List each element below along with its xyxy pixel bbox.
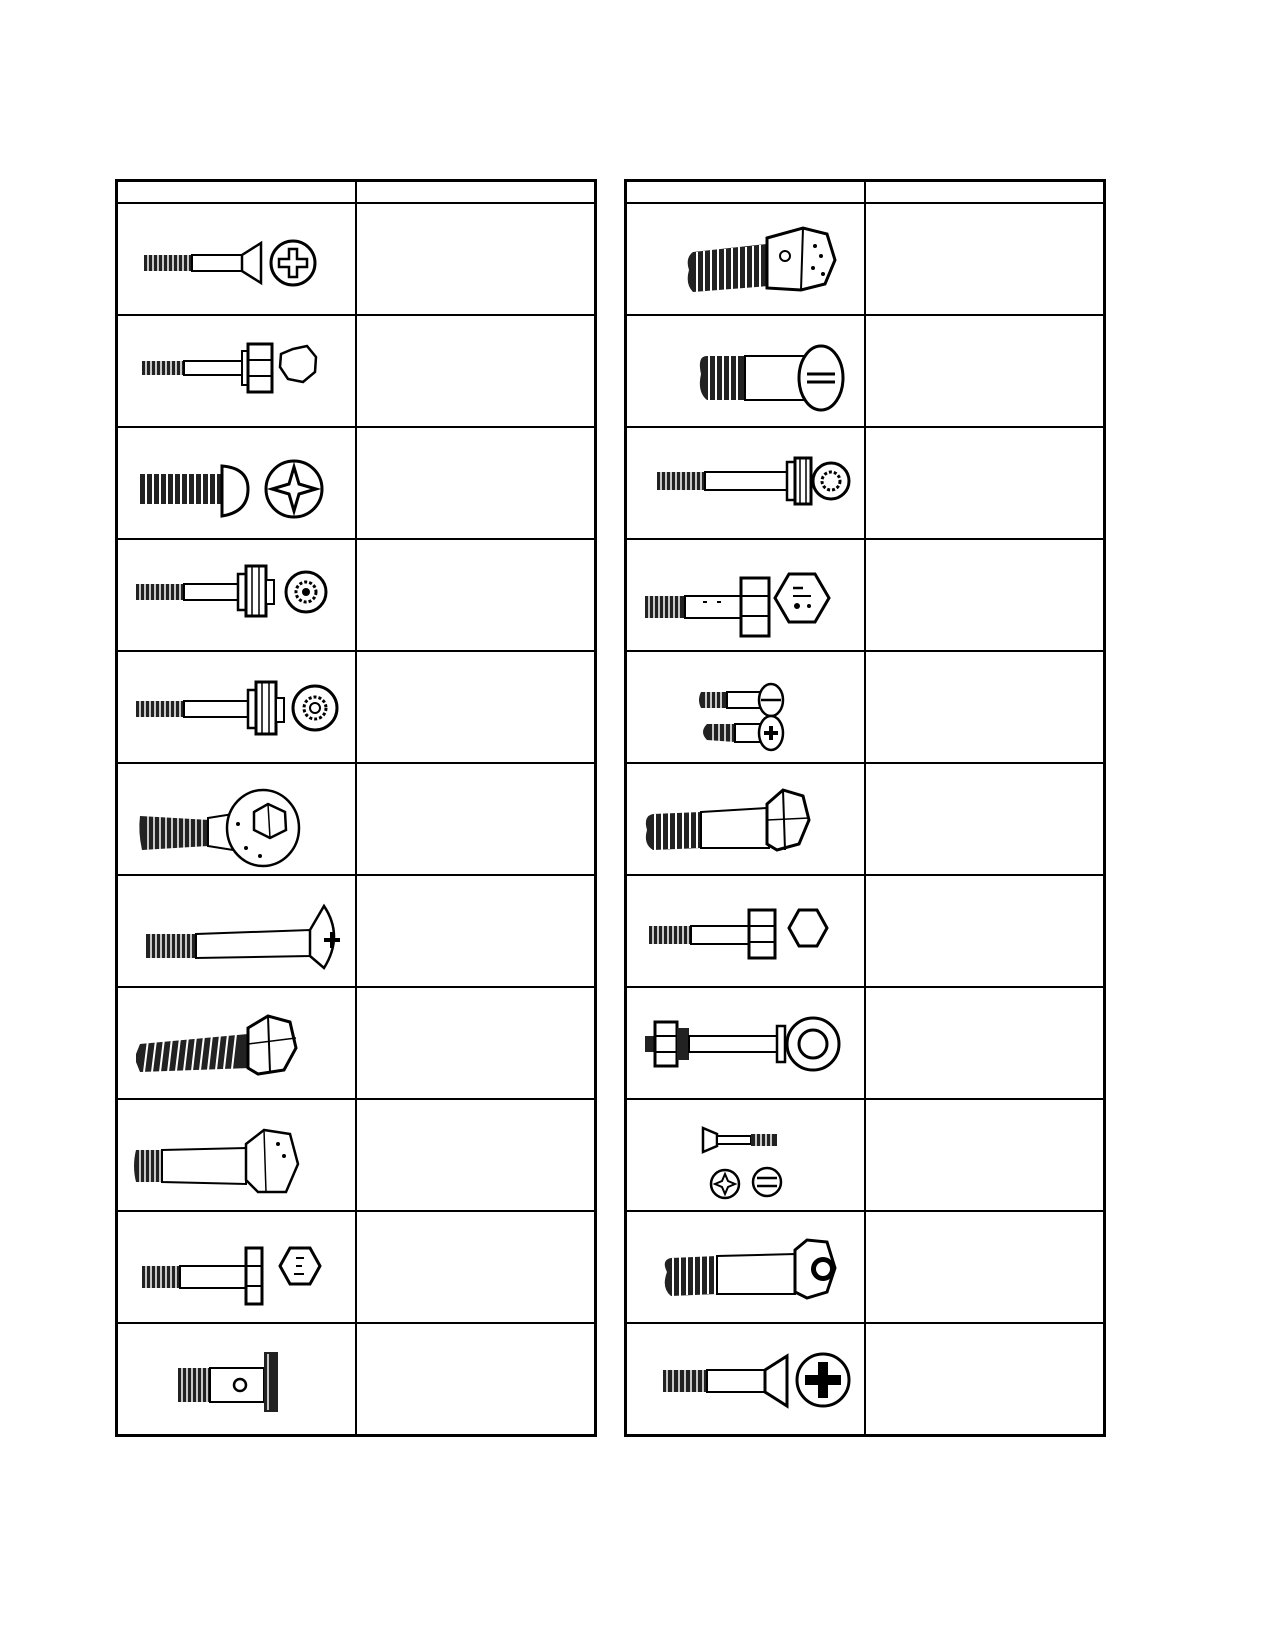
header-cell-answer — [356, 181, 596, 204]
answer-cell[interactable] — [865, 427, 1105, 539]
fastener-image-cell — [626, 539, 865, 651]
table-row — [117, 987, 596, 1099]
table-row — [626, 1099, 1105, 1211]
fastener-image-cell — [626, 875, 865, 987]
answer-cell[interactable] — [865, 651, 1105, 763]
answer-cell[interactable] — [356, 539, 596, 651]
answer-cell[interactable] — [865, 987, 1105, 1099]
table-row — [626, 651, 1105, 763]
flat-head-phillips-screw-icon — [118, 204, 357, 314]
fastener-image-cell — [626, 651, 865, 763]
fastener-image-cell — [117, 1211, 356, 1323]
fastener-image-cell — [626, 1211, 865, 1323]
header-cell-answer — [865, 181, 1105, 204]
fastener-image-cell — [117, 315, 356, 427]
drilled-shank-bolt-icon — [118, 1324, 357, 1434]
answer-cell[interactable] — [356, 987, 596, 1099]
slotted-round-head-bolt-icon — [627, 316, 866, 426]
answer-cell[interactable] — [356, 875, 596, 987]
fastener-image-cell — [117, 763, 356, 875]
countersunk-phillips-screw-icon — [627, 1324, 866, 1434]
answer-cell[interactable] — [865, 203, 1105, 315]
table-row — [626, 1323, 1105, 1436]
twelve-point-head-bolt-icon — [627, 428, 866, 538]
fastener-image-cell — [117, 539, 356, 651]
answer-cell[interactable] — [865, 539, 1105, 651]
table-row — [626, 539, 1105, 651]
answer-cell[interactable] — [356, 203, 596, 315]
table-row — [117, 1211, 596, 1323]
fastener-image-cell — [117, 1323, 356, 1436]
table-row — [117, 1099, 596, 1211]
answer-cell[interactable] — [865, 875, 1105, 987]
marked-hex-cap-screw-icon — [627, 540, 866, 650]
large-hex-bolt-icon — [118, 1100, 357, 1210]
fastener-image-cell — [117, 651, 356, 763]
table-row — [626, 987, 1105, 1099]
table-row — [117, 875, 596, 987]
eye-bolt-with-nut-icon — [627, 988, 866, 1098]
fastener-image-cell — [117, 1099, 356, 1211]
long-flat-head-screw-icon — [118, 876, 357, 986]
answer-cell[interactable] — [356, 651, 596, 763]
fastener-image-cell — [626, 203, 865, 315]
small-flat-head-screw-icon — [627, 1100, 866, 1210]
short-hex-bolt-icon — [627, 876, 866, 986]
header-cell-illustration — [117, 181, 356, 204]
answer-cell[interactable] — [356, 1099, 596, 1211]
answer-cell[interactable] — [356, 1211, 596, 1323]
table-row — [626, 875, 1105, 987]
answer-cell[interactable] — [356, 763, 596, 875]
answer-cell[interactable] — [356, 1323, 596, 1436]
truss-head-phillips-screw-icon — [118, 428, 357, 538]
table-row — [117, 539, 596, 651]
slotted-and-phillips-screws-icon — [627, 652, 866, 762]
fastener-table-right — [624, 179, 1106, 1437]
socket-head-cap-screw-icon — [118, 764, 357, 874]
hex-head-bolt-icon — [118, 316, 357, 426]
fastener-image-cell — [626, 763, 865, 875]
marked-hex-bolt-icon — [118, 1212, 357, 1322]
fastener-image-cell — [117, 203, 356, 315]
fastener-image-cell — [626, 1099, 865, 1211]
table-row — [117, 763, 596, 875]
table-row — [626, 763, 1105, 875]
twelve-point-flange-bolt-long-icon — [118, 652, 357, 762]
table-row — [117, 315, 596, 427]
fastener-image-cell — [117, 987, 356, 1099]
table-header-row — [626, 181, 1105, 204]
hex-bolt-with-recess-icon — [627, 1212, 866, 1322]
table-row — [117, 651, 596, 763]
answer-cell[interactable] — [865, 763, 1105, 875]
heavy-hex-bolt-icon — [627, 764, 866, 874]
table-row — [626, 1211, 1105, 1323]
fastener-table-left — [115, 179, 597, 1437]
answer-cell[interactable] — [865, 1099, 1105, 1211]
answer-cell[interactable] — [865, 315, 1105, 427]
table-row — [117, 203, 596, 315]
fastener-image-cell — [626, 315, 865, 427]
coarse-thread-hex-bolt-icon — [118, 988, 357, 1098]
answer-cell[interactable] — [356, 427, 596, 539]
table-row — [626, 203, 1105, 315]
fastener-image-cell — [117, 427, 356, 539]
table-row — [117, 1323, 596, 1436]
fastener-image-cell — [117, 875, 356, 987]
table-header-row — [117, 181, 596, 204]
fastener-image-cell — [626, 1323, 865, 1436]
graded-hex-bolt-icon — [627, 204, 866, 314]
answer-cell[interactable] — [865, 1211, 1105, 1323]
answer-cell[interactable] — [865, 1323, 1105, 1436]
twelve-point-flange-bolt-icon — [118, 540, 357, 650]
header-cell-illustration — [626, 181, 865, 204]
fastener-image-cell — [626, 987, 865, 1099]
table-row — [626, 427, 1105, 539]
table-row — [626, 315, 1105, 427]
answer-cell[interactable] — [356, 315, 596, 427]
table-row — [117, 427, 596, 539]
fastener-image-cell — [626, 427, 865, 539]
